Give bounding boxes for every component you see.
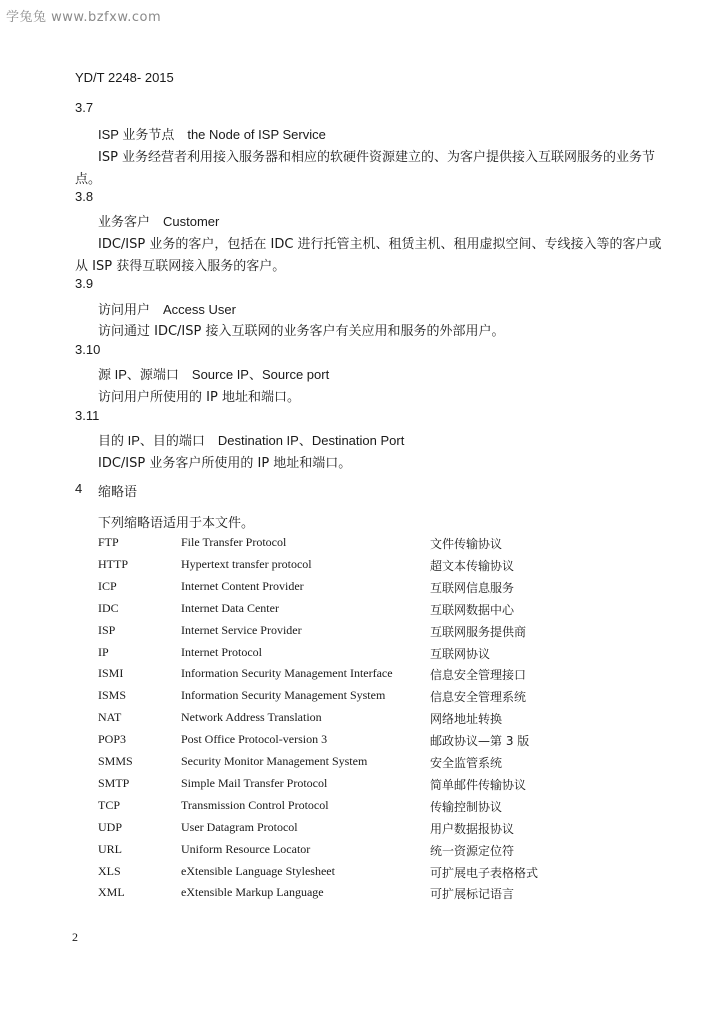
- definition-line: 从 ISP 获得互联网接入服务的客户。: [75, 259, 286, 274]
- chinese-meaning: 邮政协议—第 3 版: [430, 734, 530, 749]
- chinese-meaning: 安全监管系统: [430, 756, 503, 770]
- section-number: 3.11: [75, 408, 100, 423]
- abbreviation: ISP: [98, 622, 116, 637]
- english-expansion: Hypertext transfer protocol: [181, 556, 312, 571]
- abbreviation-row: [0, 710, 724, 732]
- abbreviation: UDP: [98, 819, 123, 834]
- abbreviation-row: [0, 864, 724, 886]
- term-title: 目的 IP、目的端口 Destination IP、Destination Port: [98, 433, 405, 448]
- document-header: YD/T 2248- 2015: [75, 70, 174, 85]
- abbreviation-row: [0, 688, 724, 710]
- abbreviation-row: [0, 666, 724, 688]
- chinese-meaning: 互联网数据中心: [430, 602, 515, 617]
- section-number: 3.8: [75, 189, 94, 204]
- abbreviation: IDC: [98, 600, 119, 615]
- abbreviation: XLS: [98, 863, 121, 878]
- abbreviation: HTTP: [98, 556, 128, 571]
- abbreviation: SMTP: [98, 775, 130, 790]
- abbreviation: NAT: [98, 710, 122, 725]
- english-expansion: Internet Data Center: [181, 600, 279, 615]
- abbreviation: FTP: [98, 535, 119, 549]
- abbreviation: ISMS: [98, 688, 127, 703]
- definition-line: 访问通过 IDC/ISP 接入互联网的业务客户有关应用和服务的外部用户。: [98, 324, 505, 339]
- abbreviation-row: [0, 645, 724, 667]
- chinese-meaning: 可扩展标记语言: [430, 887, 515, 902]
- english-expansion: Network Address Translation: [181, 710, 322, 725]
- chinese-meaning: 统一资源定位符: [430, 843, 515, 858]
- chinese-meaning: 互联网服务提供商: [430, 624, 527, 639]
- abbreviation-row: [0, 798, 724, 820]
- english-expansion: User Datagram Protocol: [181, 819, 298, 834]
- english-expansion: Transmission Control Protocol: [181, 797, 329, 812]
- abbreviation-row: [0, 776, 724, 798]
- definition-line: 访问用户所使用的 IP 地址和端口。: [98, 390, 300, 405]
- abbreviation-row: [0, 842, 724, 864]
- english-expansion: Internet Service Provider: [181, 622, 302, 637]
- abbreviation-row: [0, 885, 724, 907]
- chinese-meaning: 可扩展电子表格格式: [430, 865, 539, 880]
- definition-line: ISP 业务经营者利用接入服务器和相应的软硬件资源建立的、为客户提供接入互联网服务的业务节: [98, 150, 656, 165]
- definition-line: IDC/ISP 业务的客户，包括在 IDC 进行托管主机、租赁主机、租用虚拟空间、专线接入等的客户或: [98, 237, 662, 252]
- english-expansion: File Transfer Protocol: [181, 535, 287, 549]
- chinese-meaning: 简单邮件传输协议: [430, 777, 527, 792]
- abbreviation-row: [0, 557, 724, 579]
- english-expansion: Security Monitor Management System: [181, 754, 368, 768]
- section-number: 3.7: [75, 100, 94, 115]
- english-expansion: Information Security Management System: [181, 688, 386, 703]
- chinese-meaning: 信息安全管理系统: [430, 690, 527, 705]
- chapter-title: 缩略语: [98, 484, 138, 499]
- abbreviation: XML: [98, 885, 125, 900]
- term-title: 访问用户 Access User: [98, 302, 236, 317]
- abbreviations-intro: 下列缩略语适用于本文件。: [98, 516, 255, 531]
- abbreviation: ISMI: [98, 666, 124, 681]
- section-number: 3.10: [75, 342, 101, 357]
- abbreviation-row: [0, 579, 724, 601]
- abbreviation: ICP: [98, 578, 117, 593]
- term-title: ISP 业务节点 the Node of ISP Service: [98, 127, 326, 142]
- english-expansion: Internet Content Provider: [181, 578, 304, 593]
- abbreviation: URL: [98, 841, 122, 856]
- chinese-meaning: 文件传输协议: [430, 537, 503, 551]
- chinese-meaning: 互联网信息服务: [430, 580, 515, 595]
- english-expansion: eXtensible Markup Language: [181, 885, 324, 900]
- abbreviation: POP3: [98, 732, 127, 747]
- chinese-meaning: 传输控制协议: [430, 799, 503, 814]
- abbreviation-row: [0, 754, 724, 776]
- definition-line: IDC/ISP 业务客户所使用的 IP 地址和端口。: [98, 456, 352, 471]
- chinese-meaning: 超文本传输协议: [430, 558, 515, 573]
- chinese-meaning: 用户数据报协议: [430, 821, 515, 836]
- page-number: 2: [72, 930, 78, 944]
- abbreviation-row: [0, 732, 724, 754]
- abbreviation: SMMS: [98, 754, 133, 768]
- definition-line: 点。: [75, 172, 102, 187]
- chapter-number: 4: [75, 481, 83, 496]
- abbreviation-row: [0, 623, 724, 645]
- abbreviation: IP: [98, 644, 109, 659]
- abbreviation: TCP: [98, 797, 121, 812]
- english-expansion: eXtensible Language Stylesheet: [181, 863, 335, 878]
- term-title: 业务客户 Customer: [98, 214, 220, 229]
- abbreviation-row: [0, 820, 724, 842]
- english-expansion: Information Security Management Interface: [181, 666, 393, 681]
- abbreviation-row: [0, 601, 724, 623]
- chinese-meaning: 网络地址转换: [430, 712, 503, 727]
- term-title: 源 IP、源端口 Source IP、Source port: [98, 367, 330, 382]
- watermark: 学兔兔 www.bzfxw.com: [6, 10, 162, 25]
- chinese-meaning: 信息安全管理接口: [430, 668, 527, 683]
- english-expansion: Post Office Protocol-version 3: [181, 732, 328, 747]
- english-expansion: Uniform Resource Locator: [181, 841, 311, 856]
- english-expansion: Simple Mail Transfer Protocol: [181, 775, 328, 790]
- chinese-meaning: 互联网协议: [430, 646, 491, 661]
- english-expansion: Internet Protocol: [181, 644, 262, 659]
- abbreviation-row: [0, 535, 724, 557]
- section-number: 3.9: [75, 276, 94, 291]
